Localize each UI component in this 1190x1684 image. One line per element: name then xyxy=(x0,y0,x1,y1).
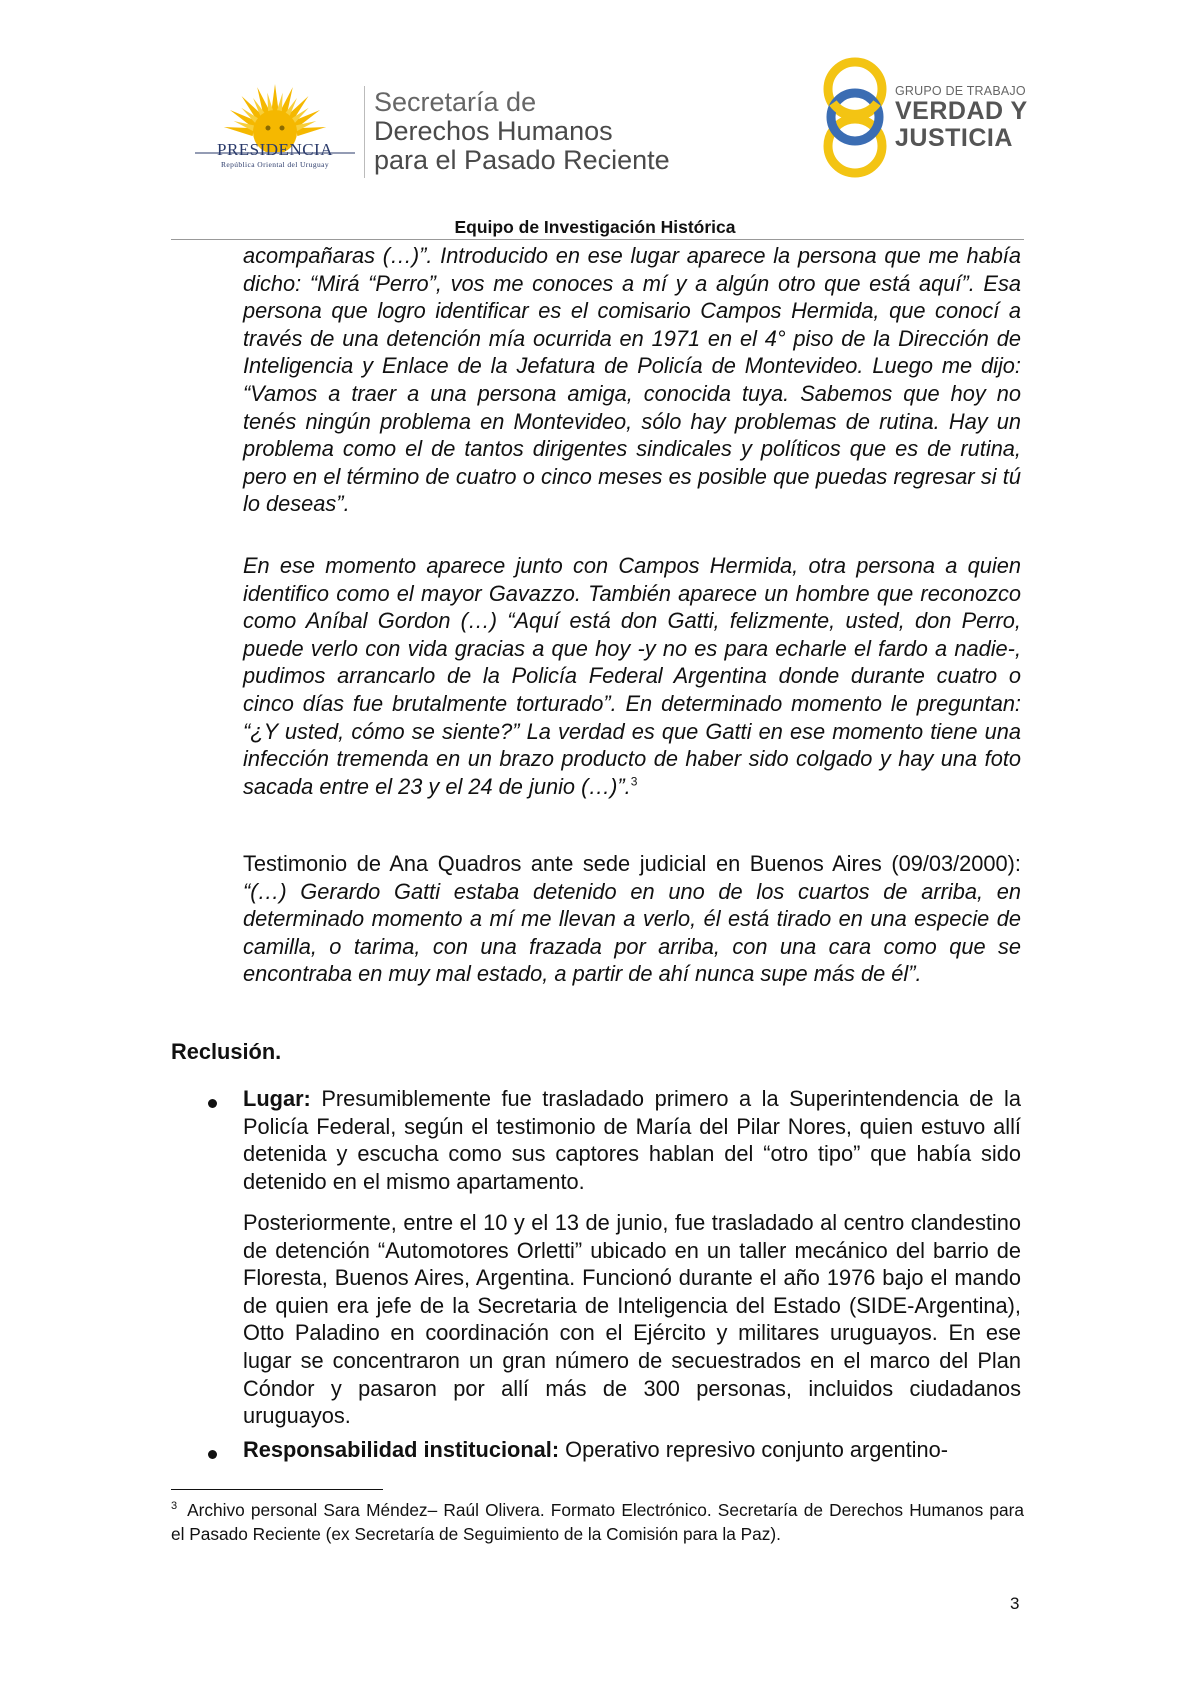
section-title-reclusion: Reclusión. xyxy=(171,1039,282,1064)
verdad-justicia-logo-icon xyxy=(815,55,895,180)
justicia-label: JUSTICIA xyxy=(895,124,1013,152)
logo-divider xyxy=(364,86,365,178)
footnote-text: Archivo personal Sara Méndez– Raúl Olivera. Formato Electrónico. Secretaría de Derechos Humanos para el Pasado Reciente (ex Secretaría de Seguimiento de la Comisión para la Paz). xyxy=(171,1500,1024,1544)
secretaria-logo-text xyxy=(374,88,670,175)
grupo-trabajo-label: GRUPO DE TRABAJO xyxy=(895,84,1026,98)
list-item-lugar xyxy=(243,1085,1021,1195)
page-header xyxy=(0,0,1190,240)
header-rule xyxy=(171,239,1024,240)
testimonio-intro: Testimonio de Ana Quadros ante sede judicial en Buenos Aires (09/03/2000): xyxy=(243,851,1021,876)
footnote-number: 3 xyxy=(171,1500,178,1513)
paragraph-quote-2-text: En ese momento aparece junto con Campos Hermida, otra persona a quien identifico como el mayor Gavazzo. También aparece un hombre que reconozco como Aníbal Gordon (…) “Aquí está don Gatti, felizmente, usted, don Perro, puede verlo con vida gracias a que hoy -y no es para echarle el fardo a nadie-, pudimos arrancarlo de la Policía Federal Argentina donde durante cuatro o cinco días fue brutalmente torturado”. En determinado momento le preguntan: “¿Y usted, cómo se siente?” La verdad es que Gatti en ese momento tiene una infección tremenda en un brazo producto de haber sido colgado y hay una foto sacada entre el 23 y el 24 de junio (…)”. xyxy=(243,553,1021,799)
secretaria-line-3: para el Pasado Reciente xyxy=(374,145,670,175)
paragraph-lugar-continued: Posteriormente, entre el 10 y el 13 de junio, fue trasladado al centro clandestino de detención “Automotores Orletti” ubicado en un taller mecánico del barrio de Floresta, Buenos Aires, Argentina. Funcionó durante el año 1976 bajo el mando de quien era jefe de la Secretaria de Inteligencia del Estado (SIDE-Argentina), Otto Paladino en coordinación con el Ejército y militares uruguayos. En ese lugar se concentraron un gran número de secuestrados en el marco del Plan Cóndor y pasaron por allí más de 300 personas, incluidos ciudadanos uruguayos. xyxy=(243,1210,1021,1429)
republica-label: República Oriental del Uruguay xyxy=(220,160,329,169)
bullet-icon xyxy=(208,1099,217,1108)
lugar-text: Presumiblemente fue trasladado primero a la Superintendencia de la Policía Federal, según el testimonio de María del Pilar Nores, quien estuvo allí detenida y escucha como sus captores hablan del “otro tipo” que había sido detenido en el mismo apartamento. xyxy=(243,1086,1021,1194)
paragraph-quote-2 xyxy=(243,552,1021,800)
verdad-label: VERDAD Y xyxy=(895,97,1028,125)
footnote-ref[interactable]: 3 xyxy=(630,774,638,789)
presidencia-label: PRESIDENCIA xyxy=(216,140,333,159)
lugar-label: Lugar: xyxy=(243,1086,311,1111)
equipo-heading: Equipo de Investigación Histórica xyxy=(454,217,736,237)
secretaria-line-2: Derechos Humanos xyxy=(374,116,613,146)
secretaria-line-1: Secretaría de xyxy=(374,87,537,117)
paragraph-testimonio xyxy=(243,850,1021,988)
bullet-icon xyxy=(208,1450,217,1459)
testimonio-quote: “(…) Gerardo Gatti estaba detenido en uno de los cuartos de arriba, en determinado momento a mí me llevan a verlo, él está tirado en una especie de camilla, o tarima, con una frazada por arriba, con una cara como que se encontraba en muy mal estado, a partir de ahí nunca supe más de él”. xyxy=(243,878,1021,987)
list-item-responsabilidad xyxy=(243,1436,1021,1464)
grupo-trabajo-text xyxy=(895,84,1028,152)
footnote-rule xyxy=(171,1489,383,1490)
page-number: 3 xyxy=(1010,1594,1020,1613)
responsabilidad-text: Operativo represivo conjunto argentino- xyxy=(559,1437,949,1462)
footnote xyxy=(171,1499,1024,1546)
paragraph-quote-1: acompañaras (…)”. Introducido en ese lugar aparece la persona que me había dicho: “Mirá “Perro”, vos me conoces a mí y a algún otro que está aquí”. Esa persona que logro identificar es el comisario Campos Hermida, que conocí a través de una detención mía ocurrida en 1971 en el 4° piso de la Dirección de Inteligencia y Enlace de la Jefatura de Policía de Montevideo. Luego me dijo: “Vamos a traer a una persona amiga, conocida tuya. Sabemos que hoy no tenés ningún problema en Montevideo, sólo hay problemas de rutina. Hay un problema como el de tantos dirigentes sindicales y políticos que es de rutina, pero en el término de cuatro o cinco meses es posible que puedas regresar si tú lo deseas”. xyxy=(243,243,1021,517)
responsabilidad-label: Responsabilidad institucional: xyxy=(243,1437,560,1462)
